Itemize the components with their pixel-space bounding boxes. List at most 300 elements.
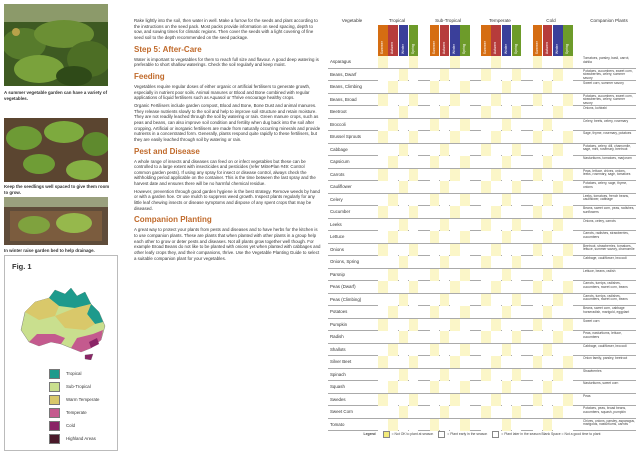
planting-cell bbox=[563, 294, 573, 306]
planting-cell bbox=[533, 219, 543, 231]
planting-cell bbox=[430, 269, 440, 281]
planting-cell bbox=[378, 69, 388, 81]
planting-cell bbox=[378, 331, 388, 343]
planting-cell bbox=[399, 106, 409, 118]
planting-cell bbox=[553, 394, 563, 406]
planting-cell bbox=[502, 344, 512, 356]
planting-cell bbox=[388, 356, 398, 368]
planting-cell bbox=[481, 356, 491, 368]
planting-cell bbox=[388, 344, 398, 356]
pest-heading: Pest and Disease bbox=[134, 146, 200, 156]
planting-cell bbox=[512, 69, 522, 81]
planting-cell bbox=[502, 256, 512, 268]
planting-cell bbox=[430, 294, 440, 306]
planting-cell bbox=[440, 131, 450, 143]
table-row bbox=[328, 256, 636, 269]
planting-cell bbox=[481, 319, 491, 331]
planting-cell bbox=[563, 219, 573, 231]
planting-cell bbox=[388, 206, 398, 218]
companion-plants: Tomatoes, parsley, basil, carrot, dahlia bbox=[583, 56, 630, 64]
planting-cell bbox=[440, 244, 450, 256]
planting-cell bbox=[388, 419, 398, 431]
planting-cell bbox=[378, 356, 388, 368]
planting-cell bbox=[409, 156, 419, 168]
planting-cell bbox=[491, 419, 501, 431]
highland-swatch bbox=[49, 434, 60, 444]
legend-subtropical bbox=[49, 382, 91, 392]
planting-cell bbox=[512, 269, 522, 281]
planting-cell bbox=[399, 219, 409, 231]
month-label: Spring bbox=[565, 43, 570, 54]
step5-heading: Step 5: After-Care bbox=[134, 44, 202, 54]
planting-cell bbox=[481, 406, 491, 418]
planting-cell bbox=[409, 356, 419, 368]
companion-plants: Peas bbox=[583, 393, 591, 398]
planting-cell bbox=[553, 219, 563, 231]
planting-cell bbox=[409, 69, 419, 81]
planting-cell bbox=[533, 106, 543, 118]
planting-cell bbox=[388, 119, 398, 131]
planting-cell bbox=[553, 269, 563, 281]
vegetable-name: Carrots bbox=[330, 171, 345, 177]
planting-cell bbox=[543, 156, 553, 168]
table-row bbox=[328, 156, 636, 169]
planting-cell bbox=[553, 344, 563, 356]
planting-cell bbox=[409, 106, 419, 118]
planting-cell bbox=[450, 181, 460, 193]
planting-cell bbox=[491, 331, 501, 343]
planting-cell bbox=[399, 206, 409, 218]
planting-cell bbox=[450, 81, 460, 93]
table-row bbox=[328, 406, 636, 419]
planting-cell bbox=[502, 394, 512, 406]
month-label: Summer bbox=[534, 40, 539, 54]
planting-cell bbox=[399, 81, 409, 93]
planting-cell bbox=[388, 94, 398, 106]
planting-cell bbox=[388, 231, 398, 243]
planting-cell bbox=[460, 56, 470, 68]
planting-cell bbox=[378, 244, 388, 256]
planting-cell bbox=[481, 331, 491, 343]
planting-cell bbox=[440, 369, 450, 381]
planting-cell bbox=[388, 306, 398, 318]
companion-plants: Potatoes, peas, broad beans, cucumbers, squash, pumpkin bbox=[583, 406, 627, 414]
planting-cell bbox=[512, 406, 522, 418]
planting-cell bbox=[481, 281, 491, 293]
planting-cell bbox=[512, 206, 522, 218]
planting-cell bbox=[543, 56, 553, 68]
planting-cell bbox=[553, 131, 563, 143]
planting-cell bbox=[502, 194, 512, 206]
planting-cell bbox=[440, 394, 450, 406]
planting-cell bbox=[543, 344, 553, 356]
planting-cell bbox=[460, 294, 470, 306]
planting-cell bbox=[481, 394, 491, 406]
planting-cell bbox=[440, 344, 450, 356]
planting-cell bbox=[491, 56, 501, 68]
planting-cell bbox=[543, 281, 553, 293]
planting-cell bbox=[399, 69, 409, 81]
table-row bbox=[328, 194, 636, 207]
companion-plants: Cabbage, cauliflower, broccoli bbox=[583, 256, 627, 260]
planting-cell bbox=[409, 306, 419, 318]
planting-cell bbox=[512, 131, 522, 143]
seedlings-caption: Keep the seedlings well spaced to give them room to grow. bbox=[4, 184, 110, 195]
planting-cell bbox=[533, 294, 543, 306]
planting-cell bbox=[502, 94, 512, 106]
planting-cell bbox=[563, 194, 573, 206]
planting-cell bbox=[533, 131, 543, 143]
planting-cell bbox=[502, 331, 512, 343]
planting-cell bbox=[460, 144, 470, 156]
planting-cell bbox=[481, 219, 491, 231]
planting-cell bbox=[563, 244, 573, 256]
planting-cell bbox=[440, 294, 450, 306]
companion-plants: Onions, kohlrabi bbox=[583, 106, 607, 110]
planting-cell bbox=[553, 56, 563, 68]
planting-cell bbox=[430, 356, 440, 368]
planting-cell bbox=[440, 69, 450, 81]
planting-cell bbox=[409, 194, 419, 206]
table-row bbox=[328, 306, 636, 319]
planting-cell bbox=[388, 194, 398, 206]
planting-cell bbox=[440, 56, 450, 68]
planting-cell bbox=[553, 144, 563, 156]
planting-cell bbox=[399, 419, 409, 431]
planting-cell bbox=[481, 94, 491, 106]
planting-cell bbox=[450, 294, 460, 306]
vegetable-name: Squash bbox=[330, 384, 345, 389]
planting-cell bbox=[543, 194, 553, 206]
planting-cell bbox=[440, 331, 450, 343]
planting-cell bbox=[430, 331, 440, 343]
planting-cell bbox=[512, 169, 522, 181]
table-legend-title: Legend bbox=[363, 432, 376, 436]
legend-highland bbox=[49, 434, 96, 444]
planting-cell bbox=[502, 381, 512, 393]
month-label: Winter bbox=[452, 43, 457, 54]
legend-tropical bbox=[49, 369, 81, 379]
planting-cell bbox=[481, 69, 491, 81]
table-legend-item: = Plant later in the season bbox=[501, 432, 541, 436]
planting-cell bbox=[502, 56, 512, 68]
planting-cell bbox=[378, 169, 388, 181]
planting-cell bbox=[543, 256, 553, 268]
planting-cell bbox=[409, 131, 419, 143]
planting-cell bbox=[533, 231, 543, 243]
table-row bbox=[328, 169, 636, 182]
planting-cell bbox=[533, 356, 543, 368]
planting-cell bbox=[543, 406, 553, 418]
planting-cell bbox=[399, 281, 409, 293]
planting-cell bbox=[533, 81, 543, 93]
planting-cell bbox=[450, 144, 460, 156]
planting-cell bbox=[440, 106, 450, 118]
planting-cell bbox=[502, 156, 512, 168]
planting-cell bbox=[491, 269, 501, 281]
planting-cell bbox=[388, 81, 398, 93]
planting-cell bbox=[533, 56, 543, 68]
planting-cell bbox=[512, 369, 522, 381]
legend-swatch bbox=[383, 431, 390, 438]
planting-cell bbox=[409, 419, 419, 431]
planting-cell bbox=[388, 106, 398, 118]
planting-cell bbox=[378, 344, 388, 356]
planting-cell bbox=[430, 369, 440, 381]
planting-cell bbox=[512, 231, 522, 243]
planting-cell bbox=[409, 281, 419, 293]
planting-cell bbox=[409, 206, 419, 218]
planting-cell bbox=[502, 319, 512, 331]
planting-cell bbox=[512, 331, 522, 343]
planting-cell bbox=[430, 319, 440, 331]
vegetable-column-header: Vegetable bbox=[341, 18, 363, 23]
planting-cell bbox=[440, 194, 450, 206]
planting-cell bbox=[553, 244, 563, 256]
planting-cell bbox=[378, 406, 388, 418]
planting-cell bbox=[409, 169, 419, 181]
planting-cell bbox=[460, 69, 470, 81]
month-column-header bbox=[533, 25, 543, 56]
planting-cell bbox=[512, 394, 522, 406]
month-column-header bbox=[388, 25, 398, 56]
planting-cell bbox=[450, 94, 460, 106]
planting-cell bbox=[491, 181, 501, 193]
companion-column-header: Companion Plants bbox=[590, 18, 628, 23]
planting-cell bbox=[533, 406, 543, 418]
vegetable-name: Beans, Broad bbox=[330, 96, 357, 102]
planting-cell bbox=[430, 156, 440, 168]
planting-cell bbox=[543, 219, 553, 231]
planting-cell bbox=[512, 419, 522, 431]
table-row bbox=[328, 69, 636, 82]
month-label: Autumn bbox=[390, 41, 395, 54]
month-label: Spring bbox=[410, 43, 415, 54]
legend-label: Warm Temperate bbox=[66, 397, 100, 403]
companion-plants: Leeks, tomatoes, french beans, cauliflower, cabbage bbox=[583, 193, 630, 202]
planting-cell bbox=[563, 231, 573, 243]
planting-cell bbox=[491, 381, 501, 393]
table-row bbox=[328, 94, 636, 107]
planting-cell bbox=[388, 406, 398, 418]
planting-cell bbox=[409, 331, 419, 343]
companion-plants: Potatoes, celery, dill, chamomile, sage, mint, rosemary, beetroot bbox=[583, 143, 631, 152]
planting-cell bbox=[450, 406, 460, 418]
planting-cell bbox=[512, 81, 522, 93]
planting-cell bbox=[460, 131, 470, 143]
planting-cell bbox=[553, 231, 563, 243]
planting-cell bbox=[512, 194, 522, 206]
planting-cell bbox=[553, 369, 563, 381]
planting-cell bbox=[440, 381, 450, 393]
table-row bbox=[328, 381, 636, 394]
planting-cell bbox=[388, 269, 398, 281]
planting-cell bbox=[512, 219, 522, 231]
companion-plants: Carrots, turnips, radishes, cucumbers, sweet corn, beans bbox=[583, 293, 628, 302]
planting-cell bbox=[430, 406, 440, 418]
planting-cell bbox=[543, 244, 553, 256]
planting-cell bbox=[502, 131, 512, 143]
month-label: Autumn bbox=[441, 41, 446, 54]
planting-cell bbox=[543, 306, 553, 318]
planting-cell bbox=[481, 269, 491, 281]
legend-label: Temperate bbox=[66, 410, 87, 416]
planting-cell bbox=[491, 219, 501, 231]
planting-cell bbox=[502, 219, 512, 231]
companion-plants: Peas, nasturtiums, lettuce, cucumbers bbox=[583, 331, 622, 339]
planting-cell bbox=[563, 119, 573, 131]
vegetable-name: Peas (Dwarf) bbox=[330, 284, 356, 289]
tropical-swatch bbox=[49, 369, 60, 379]
planting-cell bbox=[563, 306, 573, 318]
planting-guide-table bbox=[328, 16, 636, 436]
planting-cell bbox=[450, 156, 460, 168]
warm-temperate-swatch bbox=[49, 395, 60, 405]
month-column-header bbox=[481, 25, 491, 56]
planting-cell bbox=[399, 156, 409, 168]
planting-cell bbox=[430, 131, 440, 143]
planting-cell bbox=[512, 306, 522, 318]
vegetable-name: Onions, Spring bbox=[330, 259, 360, 264]
planting-cell bbox=[430, 381, 440, 393]
planting-cell bbox=[440, 256, 450, 268]
planting-cell bbox=[491, 81, 501, 93]
planting-cell bbox=[481, 369, 491, 381]
planting-cell bbox=[409, 319, 419, 331]
planting-cell bbox=[553, 331, 563, 343]
planting-cell bbox=[491, 406, 501, 418]
planting-cell bbox=[430, 256, 440, 268]
planting-cell bbox=[563, 331, 573, 343]
planting-cell bbox=[563, 419, 573, 431]
zone-header: Cold bbox=[546, 18, 556, 23]
planting-cell bbox=[563, 394, 573, 406]
temperate-swatch bbox=[49, 408, 60, 418]
planting-cell bbox=[563, 106, 573, 118]
planting-cell bbox=[430, 231, 440, 243]
planting-cell bbox=[409, 56, 419, 68]
planting-cell bbox=[388, 156, 398, 168]
climate-zone-figure bbox=[4, 255, 118, 451]
month-column-header bbox=[450, 25, 460, 56]
planting-cell bbox=[533, 419, 543, 431]
planting-cell bbox=[512, 144, 522, 156]
month-label: Autumn bbox=[493, 41, 498, 54]
planting-cell bbox=[440, 169, 450, 181]
planting-cell bbox=[533, 256, 543, 268]
companion-plants: Celery, beets, celery, rosemary bbox=[583, 118, 629, 123]
planting-cell bbox=[378, 56, 388, 68]
zone-header: Tropical bbox=[388, 18, 406, 23]
planting-cell bbox=[481, 156, 491, 168]
vegetable-name: Silver Beet bbox=[330, 359, 352, 364]
planting-cell bbox=[563, 206, 573, 218]
planting-cell bbox=[409, 269, 419, 281]
vegetable-name: Asparagus bbox=[330, 59, 351, 64]
planting-cell bbox=[563, 144, 573, 156]
month-label: Summer bbox=[380, 40, 384, 54]
planting-cell bbox=[533, 194, 543, 206]
planting-cell bbox=[502, 81, 512, 93]
planting-cell bbox=[460, 244, 470, 256]
planting-cell bbox=[512, 281, 522, 293]
planting-cell bbox=[440, 356, 450, 368]
planting-cell bbox=[399, 344, 409, 356]
planting-cell bbox=[440, 219, 450, 231]
step5-paragraph: Water is important to vegetables for them to reach full size and flavour. A good deep watering is preferable to short shallow waterings. Check the soil regularly and keep moist. bbox=[134, 56, 319, 68]
companion-plants: Potatoes, cucumbers, sweet corn, strawberries, celery, summer savory bbox=[583, 68, 633, 81]
month-label: Autumn bbox=[544, 41, 549, 54]
planting-cell bbox=[460, 81, 470, 93]
planting-cell bbox=[450, 56, 460, 68]
legend-temperate bbox=[49, 408, 87, 418]
planting-cell bbox=[460, 394, 470, 406]
planting-cell bbox=[388, 69, 398, 81]
planting-cell bbox=[440, 119, 450, 131]
vegetable-name: Sweet Corn bbox=[330, 409, 353, 414]
month-label: Winter bbox=[555, 43, 560, 54]
planting-cell bbox=[533, 244, 543, 256]
planting-cell bbox=[450, 281, 460, 293]
summer-garden-photo bbox=[4, 4, 108, 86]
planting-cell bbox=[481, 419, 491, 431]
planting-cell bbox=[502, 419, 512, 431]
planting-cell bbox=[553, 294, 563, 306]
planting-cell bbox=[450, 69, 460, 81]
planting-cell bbox=[533, 169, 543, 181]
planting-cell bbox=[533, 344, 543, 356]
planting-cell bbox=[409, 256, 419, 268]
legend-label: Cold bbox=[66, 423, 76, 429]
planting-cell bbox=[491, 244, 501, 256]
planting-cell bbox=[481, 244, 491, 256]
planting-cell bbox=[491, 94, 501, 106]
planting-cell bbox=[481, 131, 491, 143]
planting-cell bbox=[388, 131, 398, 143]
planting-cell bbox=[378, 306, 388, 318]
planting-cell bbox=[553, 381, 563, 393]
planting-cell bbox=[512, 244, 522, 256]
planting-cell bbox=[399, 231, 409, 243]
planting-cell bbox=[533, 144, 543, 156]
planting-cell bbox=[563, 281, 573, 293]
vegetable-name: Cucumber bbox=[330, 209, 351, 214]
planting-cell bbox=[450, 131, 460, 143]
planting-cell bbox=[491, 394, 501, 406]
companion-heading: Companion Planting bbox=[134, 215, 212, 225]
planting-cell bbox=[553, 406, 563, 418]
planting-cell bbox=[512, 294, 522, 306]
planting-cell bbox=[481, 106, 491, 118]
companion-plants: Potatoes, celery, sage, thyme, onions bbox=[583, 181, 628, 189]
planting-cell bbox=[481, 344, 491, 356]
planting-cell bbox=[481, 81, 491, 93]
planting-cell bbox=[491, 156, 501, 168]
intro-paragraph: Rake lightly into the soil, then water in well. Make a furrow for the seeds and plant according to the instructions on the seed pack. Most packs provide information on seed spacing, depth to sow, and sowing times for climatic regions. Then cover the seeds with a light covering of fine seed soil to the depth recommended on the seed package. bbox=[134, 18, 318, 40]
planting-cell bbox=[512, 256, 522, 268]
table-row bbox=[328, 369, 636, 382]
planting-cell bbox=[481, 256, 491, 268]
planting-cell bbox=[378, 194, 388, 206]
planting-cell bbox=[502, 69, 512, 81]
planting-cell bbox=[543, 119, 553, 131]
planting-cell bbox=[502, 369, 512, 381]
planting-cell bbox=[450, 256, 460, 268]
planting-cell bbox=[440, 156, 450, 168]
planting-cell bbox=[388, 219, 398, 231]
planting-cell bbox=[450, 219, 460, 231]
planting-cell bbox=[512, 94, 522, 106]
